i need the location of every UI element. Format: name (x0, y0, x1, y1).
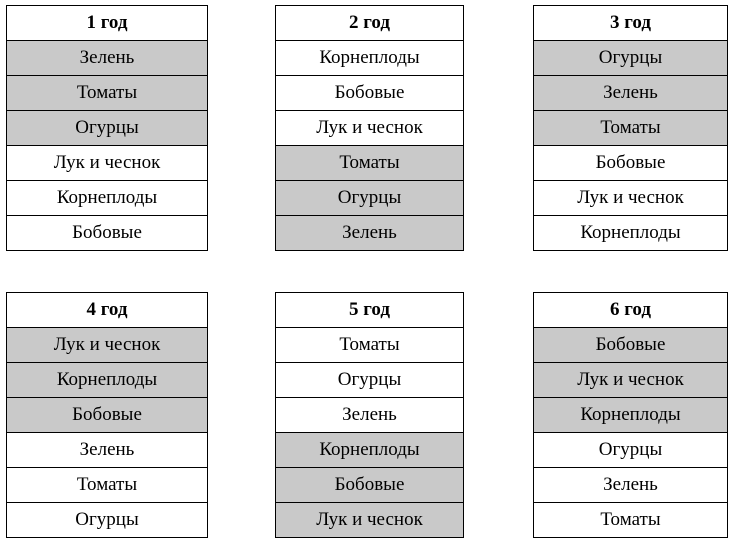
crop-cell: Томаты (534, 503, 728, 538)
crop-cell: Огурцы (534, 433, 728, 468)
crop-cell: Зелень (7, 41, 208, 76)
crop-cell: Корнеплоды (7, 363, 208, 398)
crop-cell: Зелень (534, 76, 728, 111)
crop-cell: Корнеплоды (534, 216, 728, 251)
crop-cell: Бобовые (276, 76, 464, 111)
crop-cell: Корнеплоды (276, 433, 464, 468)
crop-cell: Огурцы (7, 503, 208, 538)
crop-cell: Лук и чеснок (276, 503, 464, 538)
year-header: 4 год (7, 293, 208, 328)
year-table-3 (533, 5, 728, 251)
crop-cell: Огурцы (534, 41, 728, 76)
year-header: 1 год (7, 6, 208, 41)
crop-cell: Корнеплоды (534, 398, 728, 433)
year-table-4 (6, 292, 208, 538)
crop-cell: Лук и чеснок (534, 181, 728, 216)
crop-cell: Томаты (7, 468, 208, 503)
year-header: 2 год (276, 6, 464, 41)
crop-cell: Томаты (7, 76, 208, 111)
crop-cell: Томаты (534, 111, 728, 146)
crop-cell: Бобовые (7, 216, 208, 251)
crop-cell: Зелень (276, 216, 464, 251)
year-table-5 (275, 292, 464, 538)
crop-cell: Лук и чеснок (276, 111, 464, 146)
crop-cell: Бобовые (7, 398, 208, 433)
crop-cell: Томаты (276, 328, 464, 363)
year-table-1 (6, 5, 208, 251)
crop-cell: Лук и чеснок (534, 363, 728, 398)
crop-cell: Огурцы (276, 363, 464, 398)
year-table-2 (275, 5, 464, 251)
crop-cell: Огурцы (276, 181, 464, 216)
year-table-6 (533, 292, 728, 538)
crop-cell: Корнеплоды (276, 41, 464, 76)
crop-cell: Лук и чеснок (7, 328, 208, 363)
crop-cell: Томаты (276, 146, 464, 181)
year-header: 5 год (276, 293, 464, 328)
crop-cell: Зелень (276, 398, 464, 433)
year-header: 6 год (534, 293, 728, 328)
crop-cell: Бобовые (534, 146, 728, 181)
crop-cell: Корнеплоды (7, 181, 208, 216)
crop-cell: Бобовые (276, 468, 464, 503)
crop-cell: Бобовые (534, 328, 728, 363)
crop-cell: Огурцы (7, 111, 208, 146)
crop-cell: Зелень (534, 468, 728, 503)
crop-cell: Зелень (7, 433, 208, 468)
crop-cell: Лук и чеснок (7, 146, 208, 181)
year-header: 3 год (534, 6, 728, 41)
